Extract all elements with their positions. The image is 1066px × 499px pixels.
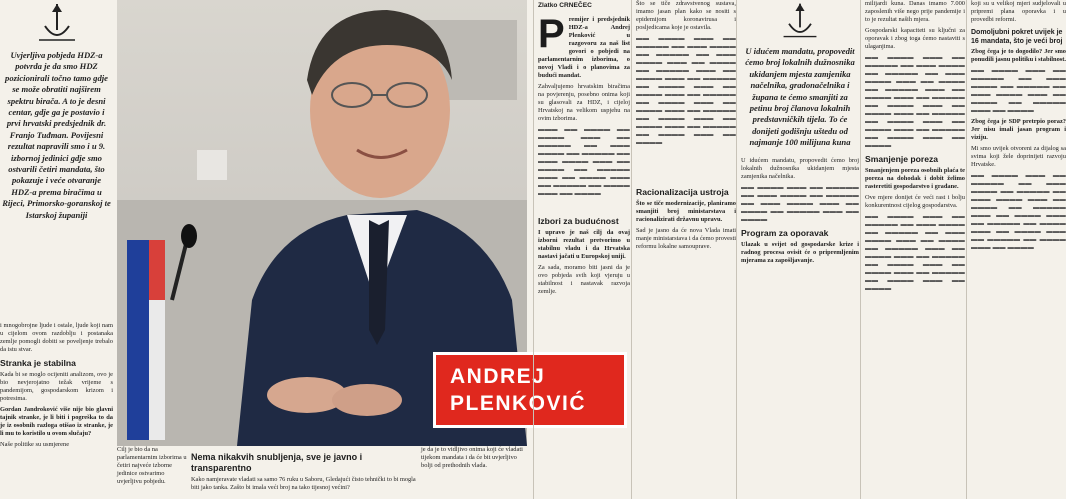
article-paragraph: Za sada, moramo biti jasni da je ovo pobjeda svih koji vjeruju u stabilnost i nastavak razvoja zemlje. [538,264,630,295]
eu-flag [127,240,149,440]
interview-question: Gordan Jandroković više nije bio glavni tajnik stranke, je li biti i pogreška to da je iz osobnih razloga otišao iz stranke, je li mu to koristilo u ovom slučaju? [0,406,113,437]
article-paragraph-filler: ▬▬▬ ▬▬ ▬▬▬▬ ▬▬ ▬▬▬▬ ▬▬▬ ▬▬ ▬▬▬▬▬ ▬▬ ▬▬▬ ▬▬▬▬ ▬▬ ▬▬▬▬▬ ▬▬ ▬▬▬ ▬▬▬▬ ▬▬▬ ▬▬ ▬▬▬▬ ▬▬ ▬▬▬▬▬ ▬▬▬ ▬▬ ▬▬▬▬ ▬▬▬ ▬▬ ▬▬▬▬▬ ▬▬ ▬▬▬▬ ▬▬▬ ▬▬ ▬▬▬▬ [538,126,630,197]
lead-paragraph: remijer i predsjednik HDZ-a Andrej Plenković u razgovoru za naš list govori o pobjedi na parlamentarnim izborima, o novoj Vladi i o planovima za budući mandat. [538,16,630,79]
column-7 [966,0,1066,499]
section-heading: Program za oporavak [741,227,829,238]
article-paragraph: Što se tiče zdravstvenog sustava, imamo jasan plan kako se nositi s epidemijom koronavirusa i posljedicama koje je ostavila. [636,0,736,31]
bottom-right-text: je da je to vidljivo onima koji će vladati tijekom mandata i da će bit uvjerljivo bolji od prethodnih vlada. [421,446,523,469]
article-paragraph-filler: ▬▬ ▬▬▬▬ ▬▬▬ ▬▬ ▬▬▬▬▬ ▬▬ ▬▬▬ ▬▬▬▬ ▬▬ ▬▬▬▬▬ ▬▬ ▬▬▬ ▬▬▬▬ ▬▬▬ ▬▬ ▬▬▬▬ ▬▬ ▬▬▬▬▬ ▬▬▬ ▬▬ ▬▬▬▬ ▬▬▬ ▬▬ ▬▬▬▬▬ ▬▬ ▬▬▬▬ ▬▬▬ ▬▬ ▬▬▬▬ ▬▬▬ ▬▬ ▬▬▬▬▬ ▬▬ ▬▬▬▬ ▬▬▬ ▬▬ ▬▬▬▬ ▬▬▬ ▬▬ ▬▬▬▬▬ ▬▬ ▬▬▬▬ ▬▬▬ ▬▬ ▬▬▬▬ [865,54,965,149]
section-heading: Stranka je stabilna [0,358,76,368]
name-line-1: ANDREJ [450,365,546,388]
article-paragraph: Naše politike su usmjerene [0,441,70,448]
pull-quote: Uvjerljiva pobjeda HDZ-a potvrda je da smo HDZ pozicionirali točno tamo gdje se može obratiti najširem spektru birača. A to je desni centar, gdje ga je postavio i prvi hrvatski predsjednik dr. Franjo Tuđman. Povijesni rezultat napravili smo i u 9. izbornoj jedinici gdje smo ostvarili četiri mandata, što pokazuje i veće otvaranje HDZ-a prema biračima u Rijeci, Primorsko-goranskoj te Istarskoj županiji [2,50,111,220]
article-paragraph-filler: ▬▬ ▬▬▬▬ ▬▬▬ ▬▬ ▬▬▬▬▬ ▬▬ ▬▬▬ ▬▬▬▬ ▬▬ ▬▬▬▬▬ ▬▬ ▬▬▬ ▬▬▬▬ ▬▬▬ ▬▬ ▬▬▬▬ ▬▬ ▬▬▬▬▬ ▬▬▬ ▬▬ ▬▬▬▬ ▬▬▬ ▬▬ ▬▬▬▬▬ ▬▬ ▬▬▬▬ ▬▬▬ ▬▬ ▬▬▬▬ ▬▬▬ ▬▬ ▬▬▬▬▬ ▬▬ ▬▬▬▬ ▬▬▬ ▬▬ ▬▬▬▬ ▬▬▬ ▬▬ ▬▬▬▬▬ ▬▬ ▬▬▬▬ ▬▬▬ ▬▬ ▬▬▬▬ ▬▬▬ ▬▬ ▬▬▬▬▬ ▬▬ ▬▬▬▬ ▬▬▬ ▬▬ ▬▬▬▬ [636,35,736,146]
interview-question: I upravo je naš cilj da ovaj izborni rezultat pretvorimo u stabilnu vladu i da Hrvatska nastavi jačati u Europskoj uniji. [538,229,630,260]
sidebar-box [191,446,417,499]
interview-question: Što se tiče modernizacije, planiramo smanjiti broj ministarstava i racionalizirati državnu upravu. [636,200,736,223]
article-paragraph-filler: ▬▬ ▬▬▬▬ ▬▬▬ ▬▬ ▬▬▬▬▬ ▬▬ ▬▬▬ ▬▬▬▬ ▬▬ ▬▬▬▬▬ ▬▬ ▬▬▬ ▬▬▬▬ ▬▬▬ ▬▬ ▬▬▬▬ ▬▬ ▬▬▬▬▬ ▬▬▬ ▬▬ ▬▬▬▬ ▬▬▬ ▬▬ ▬▬▬▬▬ ▬▬ ▬▬▬▬ ▬▬▬ ▬▬ ▬▬▬▬ ▬▬▬ ▬▬ ▬▬▬▬▬ ▬▬ ▬▬▬▬ ▬▬▬ ▬▬ ▬▬▬▬ [865,213,965,292]
byline: Zlatko CRNEČEC [538,2,592,9]
article-paragraph: Mi smo uvijek otvoreni za dijalog sa svima koji žele doprinijeti razvoju Hrvatske. [971,145,1066,168]
article-paragraph: koji su u velikoj mjeri sudjelovali u pripremi plana oporavka i u provedbi reformi. [971,0,1066,23]
column-1 [0,0,113,499]
drop-cap: P [538,12,565,56]
article-paragraph: U idućem mandatu, propovedit ćemo broj lokalnih dužnosnika ukidanjem mjesta zamjenika načelnika. [741,156,859,180]
section-heading: Izbori za budućnost [538,216,619,226]
ornament-icon [0,0,113,46]
column-5 [736,0,859,499]
article-paragraph-filler: ▬▬ ▬▬▬▬ ▬▬▬ ▬▬ ▬▬▬▬▬ ▬▬ ▬▬▬ ▬▬▬▬ ▬▬ ▬▬▬▬▬ ▬▬ ▬▬▬ ▬▬▬▬ ▬▬▬ ▬▬ ▬▬▬▬ ▬▬ ▬▬▬▬▬ ▬▬▬ ▬▬ ▬▬▬▬ [971,67,1066,114]
pull-quote: U idućem mandatu, propovedit ćemo broj lokalnih dužnosnika ukidanjem mjesta zamjenika načelnika, gradonačelnika i župana te ćemo smanjiti za petinu broj članova lokalnih predstavničkih tijela. To će donijeti godišnju uštedu od najmanje 100 milijuna kuna [745,46,855,148]
name-line-2: PLENKOVIĆ [450,392,587,415]
sidebar-headline: Nema nikakvih snubljenja, sve je javno i transparentno [191,452,363,473]
article-paragraph: Kada bi se moglo ocijeniti analizom, ovo je bio nevjerojatno težak vrijeme s pandemijom, gospodarskom krizom i potresima. [0,371,113,402]
article-paragraph: Gospodarski kapaciteti su ključni za oporavak i zbog toga ćemo nastaviti s ulaganjima. [865,27,965,50]
article-paragraph-filler: ▬▬ ▬▬▬▬ ▬▬▬ ▬▬ ▬▬▬▬▬ ▬▬ ▬▬▬ ▬▬▬▬ ▬▬ ▬▬▬▬▬ ▬▬ ▬▬▬ ▬▬▬▬ ▬▬▬ ▬▬ ▬▬▬▬ ▬▬ ▬▬▬▬▬ ▬▬▬ ▬▬ ▬▬▬▬ ▬▬▬ ▬▬ ▬▬▬▬▬ ▬▬ ▬▬▬▬ ▬▬▬ ▬▬ ▬▬▬▬ ▬▬▬ ▬▬ ▬▬▬▬▬ ▬▬ ▬▬▬▬ ▬▬▬ ▬▬ ▬▬▬▬ [971,172,1066,251]
column-3 [533,0,630,499]
interview-question: Ulazak u svijet od gospodarske krize i radnog procesa ovisit će o pripremljenim mjerama za zapošljavanje. [741,240,859,264]
article-paragraph: Zahvaljujemo hrvatskim biračima na povjerenju, posebno onima koji su glasovali za HDZ, i cijeloj Hrvatskoj na velikom uspjehu na ovim izborima. [538,83,630,122]
interview-question: Zbog čega je SDP pretrpio poraz? Jer nisu imali jasan program i viziju. [971,118,1066,141]
article-paragraph-filler: ▬▬ ▬▬▬▬ ▬▬▬ ▬▬ ▬▬▬▬▬ ▬▬ ▬▬▬ ▬▬▬▬ ▬▬ ▬▬▬▬▬ ▬▬ ▬▬▬ ▬▬▬▬ ▬▬▬ ▬▬ ▬▬▬▬ ▬▬ ▬▬▬▬▬ ▬▬▬ ▬▬ ▬▬▬▬ [741,183,859,223]
sidebar-text: Kako namjeravate vladati sa samo 76 ruku u Saboru, Gledajući čisto tehnički to bi mogla biti jako tanka. Zašto bi imala veći broj na tako tijesnoj većini? [191,476,416,491]
column-4 [631,0,736,499]
ornament-icon [741,0,859,42]
interview-question: Zbog čega je to dogodilo? Jer smo ponudili jasnu politiku i stabilnost. [971,48,1066,63]
article-paragraph: milijardi kuna. Danas imamo 7.000 zaposlenih više nego prije pandemije i to je rezultat naših mjera. [865,0,965,23]
section-heading: Domoljubni pokret uvijek je 16 mandata, što je veći broj [971,29,1063,45]
bottom-left-text: Cilj je bio da na parlamentarnim izborima u četiri najveće izborne jedinice ostvarimo uvjerljivu pobjedu. [117,446,187,485]
article-paragraph: Sad je jasno da će nova Vlada imati manje ministarstava i da ćemo provesti reformu lokalne samouprave. [636,227,736,250]
article-paragraph: i mnogobrojne ljude i ostale, ljude koji nam u cijelom ovom razdoblju i postanaka zemlje pomogli dobiti se poveljenje trebalo da istu stvar. [0,322,113,353]
microphone-icon [181,224,197,248]
interview-question: Smanjenjem poreza osobnih plaća te poreza na dohodak i dobit želimo rasteretiti gospodarstvo i građane. [865,167,966,190]
column-6 [860,0,965,499]
section-heading: Smanjenje poreza [865,154,939,164]
article-paragraph: Ove mjere donijet će veći rast i bolju konkurentnost cijelog gospodarstva. [865,194,965,209]
section-heading: Racionalizacija ustroja [636,187,729,197]
